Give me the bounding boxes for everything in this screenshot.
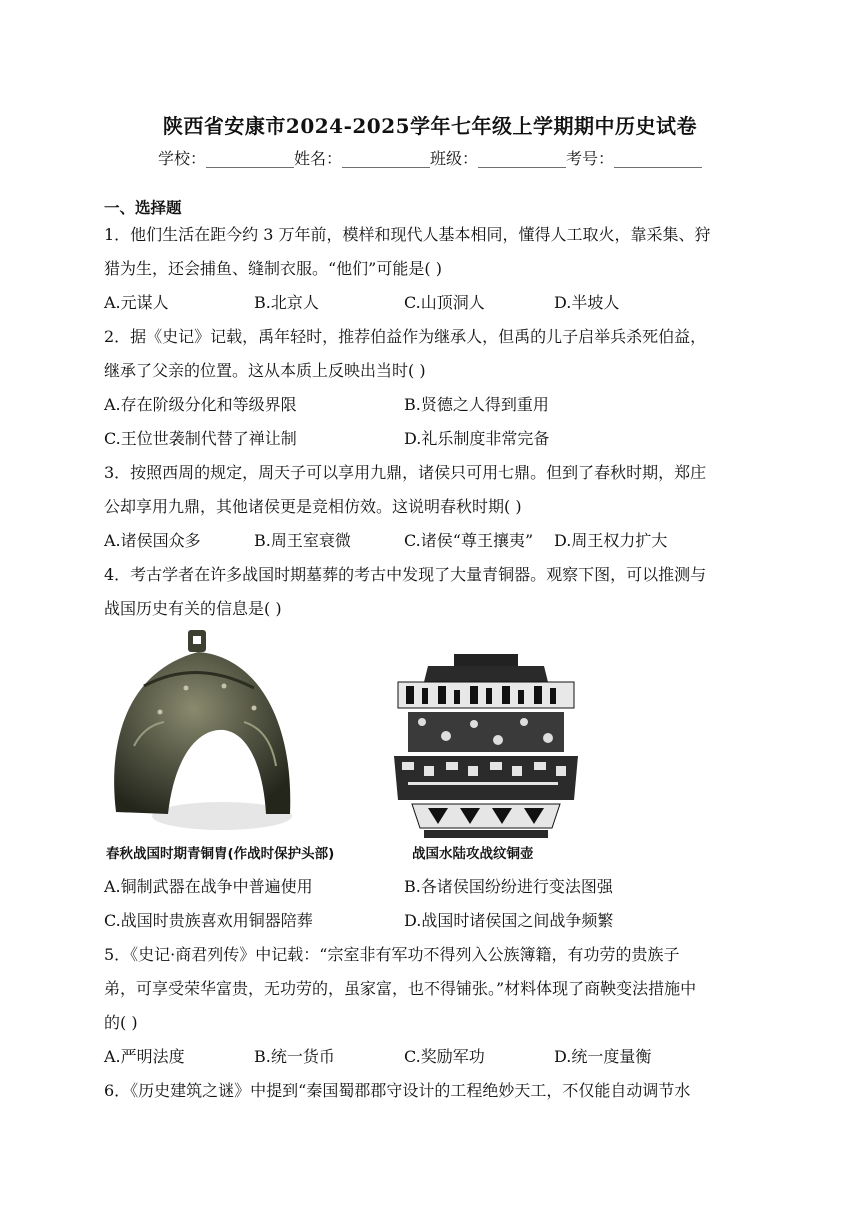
q6-line-1: 6．《历史建筑之谜》中提到“秦国蜀郡郡守设计的工程绝妙天工，不仅能自动调节水: [104, 1081, 691, 1100]
section-title: 一、选择题: [104, 198, 182, 217]
q4-option-d: D.战国时诸侯国之间战争频繁: [404, 911, 614, 930]
q1-option-a: A.元谋人: [104, 293, 169, 312]
q5-line-2: 弟，可享受荣华富贵，无功劳的，虽家富，也不得铺张。”材料体现了商鞅变法措施中: [104, 979, 697, 998]
q3-line-2: 公却享用九鼎，其他诸侯更是竞相仿效。这说明春秋时期( ): [104, 497, 522, 516]
q2-option-c: C.王位世袭制代替了禅让制: [104, 429, 297, 448]
figure-caption-helmet: 春秋战国时期青铜胄(作战时保护头部): [106, 846, 335, 862]
q1-line-1: 1．他们生活在距今约 3 万年前，模样和现代人基本相同，懂得人工取火，靠采集、狩: [104, 225, 711, 244]
q4-line-2: 战国历史有关的信息是( ): [104, 599, 282, 618]
q4-option-c: C.战国时贵族喜欢用铜器陪葬: [104, 911, 313, 930]
bronze-helmet-image: [104, 626, 300, 842]
q5-option-b: B.统一货币: [254, 1047, 335, 1066]
q3-option-a: A.诸侯国众多: [104, 531, 201, 550]
q1-option-b: B.北京人: [254, 293, 319, 312]
q2-line-1: 2．据《史记》记载，禹年轻时，推荐伯益作为继承人，但禹的儿子启举兵杀死伯益，: [104, 327, 707, 346]
q3-line-1: 3．按照西周的规定，周天子可以享用九鼎，诸侯只可用七鼎。但到了春秋时期，郑庄: [104, 463, 707, 482]
bronze-hu-vessel-image: [388, 652, 584, 842]
q5-line-1: 5．《史记·商君列传》中记载：“宗室非有军功不得列入公族簿籍，有功劳的贵族子: [104, 945, 680, 964]
q5-option-c: C.奖励军功: [404, 1047, 485, 1066]
q4-option-a: A.铜制武器在战争中普遍使用: [104, 877, 313, 896]
q2-option-d: D.礼乐制度非常完备: [404, 429, 550, 448]
q2-option-a: A.存在阶级分化和等级界限: [104, 395, 297, 414]
q3-option-b: B.周王室衰微: [254, 531, 351, 550]
q2-line-2: 继承了父亲的位置。这从本质上反映出当时( ): [104, 361, 426, 380]
q3-option-c: C.诸侯“尊王攘夷”: [404, 531, 534, 550]
q2-option-b: B.贤德之人得到重用: [404, 395, 549, 414]
exam-title: 陕西省安康市2024-2025学年七年级上学期期中历史试卷: [162, 114, 698, 138]
q5-option-a: A.严明法度: [104, 1047, 185, 1066]
student-info-line: 学校：___________姓名：___________班级：___________考号：___________: [157, 149, 702, 168]
q1-option-c: C.山顶洞人: [404, 293, 485, 312]
q4-option-b: B.各诸侯国纷纷进行变法图强: [404, 877, 613, 896]
q4-line-1: 4．考古学者在许多战国时期墓葬的考古中发现了大量青铜器。观察下图，可以推测与: [104, 565, 707, 584]
q1-line-2: 猎为生，还会捕鱼、缝制衣服。“他们”可能是( ): [104, 259, 442, 278]
figure-caption-vessel: 战国水陆攻战纹铜壶: [412, 846, 534, 862]
q5-option-d: D.统一度量衡: [554, 1047, 652, 1066]
q3-option-d: D.周王权力扩大: [554, 531, 668, 550]
q5-line-3: 的( ): [104, 1013, 138, 1032]
q1-option-d: D.半坡人: [554, 293, 620, 312]
